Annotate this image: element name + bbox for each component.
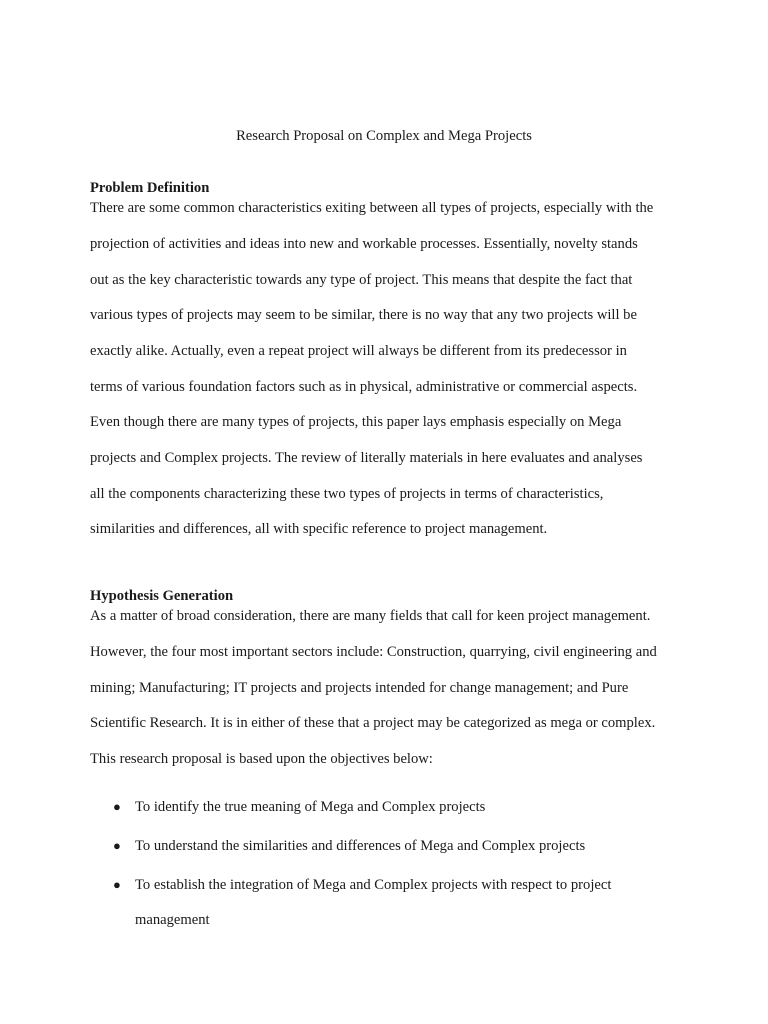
paragraph-line: mining; Manufacturing; IT projects and projects intended for change management; and Pure bbox=[90, 680, 629, 696]
bullet-icon: ● bbox=[113, 838, 121, 853]
paragraph-line: projection of activities and ideas into new and workable processes. Essentially, novelty stands bbox=[90, 236, 638, 252]
paragraph-line: similarities and differences, all with specific reference to project management. bbox=[90, 521, 548, 537]
paragraph-line: all the components characterizing these two types of projects in terms of characteristics, bbox=[90, 486, 604, 502]
bullet-icon: ● bbox=[113, 877, 121, 892]
hypothesis-generation-heading: Hypothesis Generation bbox=[90, 588, 234, 604]
paragraph-line: Scientific Research. It is in either of these that a project may be categorized as mega or complex. bbox=[90, 715, 656, 731]
document-title: Research Proposal on Complex and Mega Projects bbox=[236, 128, 532, 144]
paragraph-line: As a matter of broad consideration, there are many fields that call for keen project management. bbox=[90, 608, 651, 624]
problem-definition-heading: Problem Definition bbox=[90, 180, 210, 196]
objective-item: To identify the true meaning of Mega and Complex projects bbox=[135, 799, 486, 815]
objective-item-continuation: management bbox=[135, 912, 210, 928]
paragraph-line: terms of various foundation factors such as in physical, administrative or commercial aspects. bbox=[90, 379, 638, 395]
bullet-icon: ● bbox=[113, 799, 121, 814]
paragraph-line: There are some common characteristics exiting between all types of projects, especially with the bbox=[90, 200, 654, 216]
paragraph-line: out as the key characteristic towards any type of project. This means that despite the fact that bbox=[90, 272, 633, 288]
paragraph-line: Even though there are many types of projects, this paper lays emphasis especially on Mega bbox=[90, 414, 622, 430]
paragraph-line: projects and Complex projects. The review of literally materials in here evaluates and analyses bbox=[90, 450, 643, 466]
objective-item: To understand the similarities and differences of Mega and Complex projects bbox=[135, 838, 586, 854]
objective-item: To establish the integration of Mega and Complex projects with respect to project bbox=[135, 877, 612, 893]
paragraph-line: However, the four most important sectors include: Construction, quarrying, civil engineering and bbox=[90, 644, 657, 660]
paragraph-line: This research proposal is based upon the objectives below: bbox=[90, 751, 433, 767]
paragraph-line: various types of projects may seem to be similar, there is no way that any two projects will be bbox=[90, 307, 637, 323]
paragraph-line: exactly alike. Actually, even a repeat project will always be different from its predecessor in bbox=[90, 343, 627, 359]
